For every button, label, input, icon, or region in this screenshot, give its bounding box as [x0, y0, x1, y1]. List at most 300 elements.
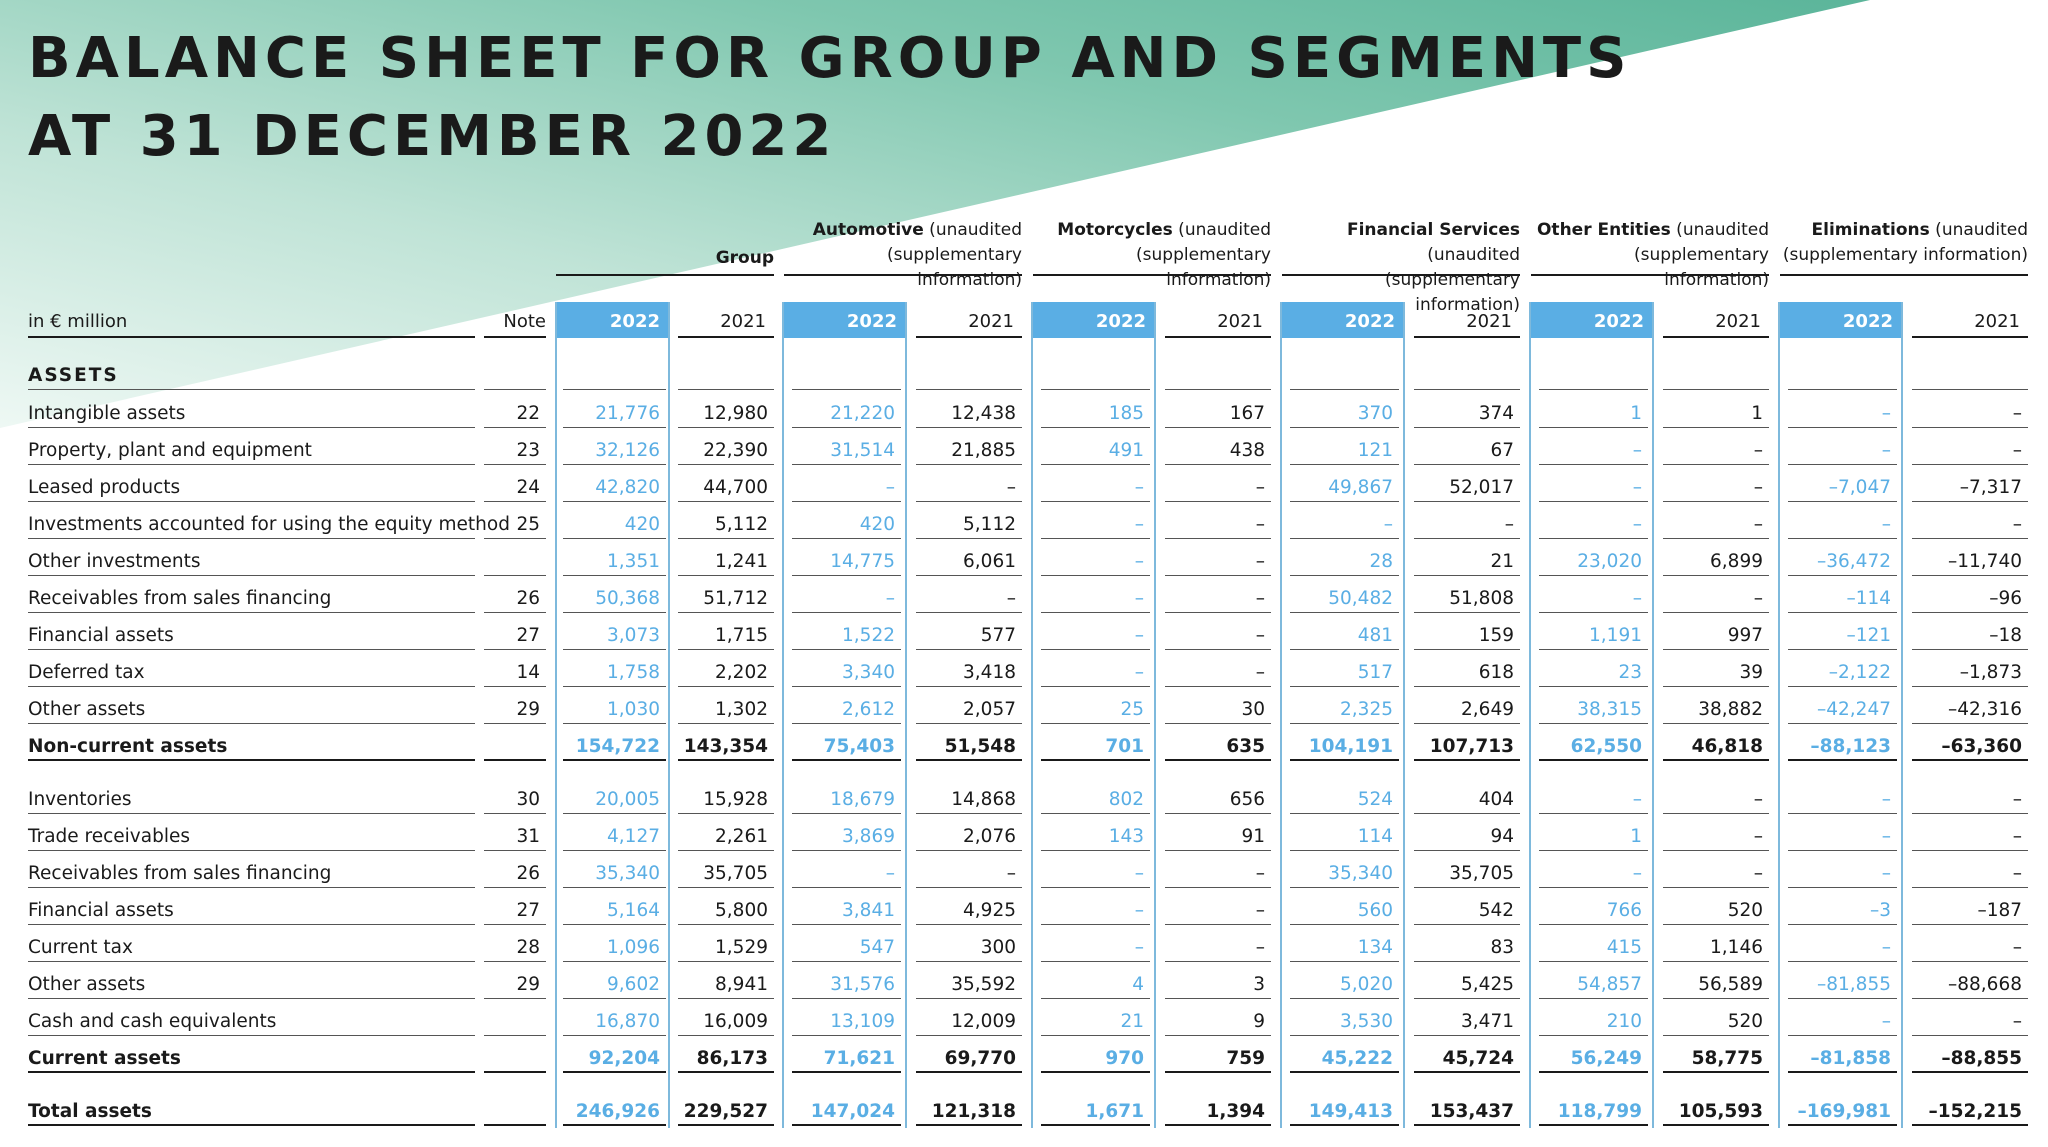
eliminations-2022-value: –121	[1788, 620, 1897, 650]
motorcycles-2021-value: 635	[1165, 731, 1271, 761]
automotive-2022-value: 71,621	[792, 1043, 901, 1073]
eliminations-2022-value: –3	[1788, 895, 1897, 925]
group-2021-value: 1,241	[678, 546, 774, 576]
financial-services-2021-value: 153,437	[1414, 1096, 1520, 1126]
automotive-2022-value: 75,403	[792, 731, 901, 761]
motorcycles-2021-value: –	[1165, 620, 1271, 650]
eliminations-2022-value: –88,123	[1788, 731, 1897, 761]
motorcycles-2022-value	[1041, 360, 1150, 390]
row-label: Cash and cash equivalents	[28, 1006, 475, 1036]
financial-services-2022-value: 104,191	[1290, 731, 1399, 761]
row-label: Trade receivables	[28, 821, 475, 851]
other-entities-2022-value: 1	[1539, 821, 1648, 851]
financial-services-2022-value: 560	[1290, 895, 1399, 925]
subtotal-row	[0, 1043, 2048, 1073]
group-2022-value: 16,870	[563, 1006, 666, 1036]
financial-services-2021-value: 67	[1414, 435, 1520, 465]
automotive-2021-value: 69,770	[916, 1043, 1022, 1073]
motorcycles-2022-value: –	[1041, 546, 1150, 576]
automotive-2021-value: 51,548	[916, 731, 1022, 761]
row-note: 26	[484, 858, 546, 888]
automotive-2021-value: –	[916, 858, 1022, 888]
motorcycles-2022-value: –	[1041, 895, 1150, 925]
motorcycles-2022-value: 802	[1041, 784, 1150, 814]
group-2022-value: 420	[563, 509, 666, 539]
automotive-2022-value: 3,340	[792, 657, 901, 687]
automotive-2022-value: 147,024	[792, 1096, 901, 1126]
motorcycles-2021-value: –	[1165, 546, 1271, 576]
automotive-2021-value: 3,418	[916, 657, 1022, 687]
group-2022-value: 1,096	[563, 932, 666, 962]
financial-services-2022-value: 134	[1290, 932, 1399, 962]
other-entities-2021-value: 39	[1663, 657, 1769, 687]
row-note	[484, 731, 546, 761]
eliminations-2021-value: –88,668	[1912, 969, 2028, 999]
row-label: Other assets	[28, 694, 475, 724]
eliminations-2022-value: –	[1788, 932, 1897, 962]
financial-services-2021-value: 2,649	[1414, 694, 1520, 724]
financial-services-2022-value: 114	[1290, 821, 1399, 851]
other-entities-2022-value: –	[1539, 784, 1648, 814]
financial-services-2021-value: –	[1414, 509, 1520, 539]
financial-services-2021-value: 542	[1414, 895, 1520, 925]
automotive-2022-value: 21,220	[792, 398, 901, 428]
financial-services-2021-value: 83	[1414, 932, 1520, 962]
row-label: Total assets	[28, 1096, 475, 1126]
financial-services-2021-value: 35,705	[1414, 858, 1520, 888]
eliminations-2022-value: –7,047	[1788, 472, 1897, 502]
row-note	[484, 360, 546, 390]
automotive-2021-value: 2,057	[916, 694, 1022, 724]
motorcycles-2022-value: 21	[1041, 1006, 1150, 1036]
row-label: Deferred tax	[28, 657, 475, 687]
group-header-group: Group	[556, 218, 774, 276]
row-label: Other assets	[28, 969, 475, 999]
other-entities-2022-value: 766	[1539, 895, 1648, 925]
eliminations-2021-value: –96	[1912, 583, 2028, 613]
eliminations-2021-value: –	[1912, 821, 2028, 851]
automotive-2021-value: 300	[916, 932, 1022, 962]
motorcycles-2022-value: –	[1041, 657, 1150, 687]
other-entities-2021-value: –	[1663, 435, 1769, 465]
automotive-2021-value: 12,009	[916, 1006, 1022, 1036]
motorcycles-2021-value: –	[1165, 895, 1271, 925]
group-2022-value: 1,758	[563, 657, 666, 687]
group-2021-value: 143,354	[678, 731, 774, 761]
eliminations-2022-value: –81,855	[1788, 969, 1897, 999]
other-entities-2022-value: 38,315	[1539, 694, 1648, 724]
automotive-2022-value: –	[792, 583, 901, 613]
motorcycles-2021-value: 1,394	[1165, 1096, 1271, 1126]
group-2021-value: 22,390	[678, 435, 774, 465]
motorcycles-2022-value: –	[1041, 583, 1150, 613]
financial-services-2022-value: 45,222	[1290, 1043, 1399, 1073]
automotive-2022-value: 3,841	[792, 895, 901, 925]
automotive-2022-value: 547	[792, 932, 901, 962]
financial-services-2021-value: 21	[1414, 546, 1520, 576]
eliminations-2022-value: –	[1788, 784, 1897, 814]
group-2022-value: 9,602	[563, 969, 666, 999]
other-entities-2022-value: 415	[1539, 932, 1648, 962]
row-note: 22	[484, 398, 546, 428]
eliminations-2021-value: –	[1912, 509, 2028, 539]
other-entities-2021-value: 46,818	[1663, 731, 1769, 761]
subtotal-row	[0, 1096, 2048, 1126]
table-row	[0, 546, 2048, 576]
eliminations-2021-value: –	[1912, 784, 2028, 814]
financial-services-2021-value	[1414, 360, 1520, 390]
year-header-eliminations-2021: 2021	[1912, 302, 2028, 338]
financial-services-2021-value: 374	[1414, 398, 1520, 428]
group-2021-value: 12,980	[678, 398, 774, 428]
eliminations-2021-value: –	[1912, 435, 2028, 465]
table-row	[0, 969, 2048, 999]
group-2021-value: 16,009	[678, 1006, 774, 1036]
other-entities-2021-value: 6,899	[1663, 546, 1769, 576]
row-label: Inventories	[28, 784, 475, 814]
eliminations-2021-value: –7,317	[1912, 472, 2028, 502]
group-2022-value: 3,073	[563, 620, 666, 650]
other-entities-2021-value: 38,882	[1663, 694, 1769, 724]
row-note: 14	[484, 657, 546, 687]
group-header-eliminations: Eliminations (unaudited (supplementary information)	[1780, 218, 2028, 276]
group-2022-value: 92,204	[563, 1043, 666, 1073]
motorcycles-2021-value: –	[1165, 932, 1271, 962]
eliminations-2021-value: –187	[1912, 895, 2028, 925]
group-2022-value	[563, 360, 666, 390]
group-2021-value: 44,700	[678, 472, 774, 502]
group-2021-value: 1,302	[678, 694, 774, 724]
other-entities-2022-value: –	[1539, 583, 1648, 613]
automotive-2021-value: 14,868	[916, 784, 1022, 814]
automotive-2022-value: 14,775	[792, 546, 901, 576]
motorcycles-2022-value: –	[1041, 509, 1150, 539]
row-note: 24	[484, 472, 546, 502]
eliminations-2021-value: –63,360	[1912, 731, 2028, 761]
automotive-2022-value	[792, 360, 901, 390]
group-2022-value: 1,030	[563, 694, 666, 724]
note-header: Note	[484, 302, 546, 338]
eliminations-2022-value	[1788, 360, 1897, 390]
group-2022-value: 246,926	[563, 1096, 666, 1126]
automotive-2021-value	[916, 360, 1022, 390]
group-header-financial-services: Financial Services (unaudited (supplementary information)	[1282, 218, 1520, 276]
automotive-2021-value: 5,112	[916, 509, 1022, 539]
financial-services-2022-value: 524	[1290, 784, 1399, 814]
other-entities-2021-value: –	[1663, 784, 1769, 814]
table-row	[0, 694, 2048, 724]
motorcycles-2021-value: 3	[1165, 969, 1271, 999]
row-note: 30	[484, 784, 546, 814]
row-label: Other investments	[28, 546, 475, 576]
motorcycles-2022-value: 970	[1041, 1043, 1150, 1073]
motorcycles-2021-value	[1165, 360, 1271, 390]
motorcycles-2022-value: –	[1041, 858, 1150, 888]
eliminations-2022-value: –	[1788, 435, 1897, 465]
eliminations-2021-value: –	[1912, 932, 2028, 962]
eliminations-2022-value: –114	[1788, 583, 1897, 613]
group-2022-value: 42,820	[563, 472, 666, 502]
eliminations-2021-value: –18	[1912, 620, 2028, 650]
other-entities-2022-value: –	[1539, 858, 1648, 888]
table-row	[0, 1006, 2048, 1036]
other-entities-2021-value: 58,775	[1663, 1043, 1769, 1073]
other-entities-2021-value: –	[1663, 858, 1769, 888]
eliminations-2022-value: –42,247	[1788, 694, 1897, 724]
year-header-motorcycles-2021: 2021	[1165, 302, 1271, 338]
motorcycles-2021-value: –	[1165, 509, 1271, 539]
financial-services-2022-value: 35,340	[1290, 858, 1399, 888]
year-header-other-entities-2022: 2022	[1531, 302, 1652, 338]
group-2022-value: 50,368	[563, 583, 666, 613]
eliminations-2022-value: –	[1788, 821, 1897, 851]
financial-services-2021-value: 404	[1414, 784, 1520, 814]
year-header-financial-services-2021: 2021	[1414, 302, 1520, 338]
financial-services-2022-value: 3,530	[1290, 1006, 1399, 1036]
group-2022-value: 154,722	[563, 731, 666, 761]
group-2021-value: 86,173	[678, 1043, 774, 1073]
automotive-2022-value: –	[792, 858, 901, 888]
automotive-2022-value: 2,612	[792, 694, 901, 724]
eliminations-2022-value: –81,858	[1788, 1043, 1897, 1073]
table-row	[0, 657, 2048, 687]
other-entities-2022-value: –	[1539, 509, 1648, 539]
row-label: Financial assets	[28, 895, 475, 925]
group-2021-value: 1,715	[678, 620, 774, 650]
motorcycles-2022-value: 701	[1041, 731, 1150, 761]
motorcycles-2022-value: –	[1041, 620, 1150, 650]
row-note: 29	[484, 969, 546, 999]
row-note	[484, 1043, 546, 1073]
eliminations-2021-value: –	[1912, 1006, 2028, 1036]
financial-services-2021-value: 159	[1414, 620, 1520, 650]
financial-services-2022-value: 49,867	[1290, 472, 1399, 502]
other-entities-2021-value: –	[1663, 509, 1769, 539]
eliminations-2022-value: –	[1788, 398, 1897, 428]
financial-services-2022-value: 517	[1290, 657, 1399, 687]
year-header-other-entities-2021: 2021	[1663, 302, 1769, 338]
year-header-group-2021: 2021	[678, 302, 774, 338]
row-label: Property, plant and equipment	[28, 435, 475, 465]
motorcycles-2022-value: –	[1041, 932, 1150, 962]
eliminations-2022-value: –36,472	[1788, 546, 1897, 576]
section-header-row	[0, 360, 2048, 390]
eliminations-2022-value: –	[1788, 509, 1897, 539]
other-entities-2022-value: 1,191	[1539, 620, 1648, 650]
row-label: Leased products	[28, 472, 475, 502]
motorcycles-2021-value: 91	[1165, 821, 1271, 851]
other-entities-2021-value: –	[1663, 583, 1769, 613]
financial-services-2022-value: 28	[1290, 546, 1399, 576]
financial-services-2021-value: 94	[1414, 821, 1520, 851]
group-2022-value: 1,351	[563, 546, 666, 576]
automotive-2021-value: 21,885	[916, 435, 1022, 465]
group-2021-value: 2,202	[678, 657, 774, 687]
row-label: Non-current assets	[28, 731, 475, 761]
other-entities-2021-value: 105,593	[1663, 1096, 1769, 1126]
financial-services-2022-value: 149,413	[1290, 1096, 1399, 1126]
motorcycles-2022-value: 491	[1041, 435, 1150, 465]
page-title-line-1: BALANCE SHEET FOR GROUP AND SEGMENTS	[28, 26, 1632, 91]
table-row	[0, 784, 2048, 814]
automotive-2021-value: 12,438	[916, 398, 1022, 428]
row-note: 23	[484, 435, 546, 465]
row-label: Receivables from sales financing	[28, 858, 475, 888]
automotive-2022-value: 31,514	[792, 435, 901, 465]
financial-services-2022-value: 121	[1290, 435, 1399, 465]
other-entities-2021-value: –	[1663, 821, 1769, 851]
group-2021-value: 35,705	[678, 858, 774, 888]
year-header-automotive-2022: 2022	[784, 302, 905, 338]
other-entities-2022-value: 56,249	[1539, 1043, 1648, 1073]
table-row	[0, 509, 2048, 539]
other-entities-2022-value: 54,857	[1539, 969, 1648, 999]
row-note: 29	[484, 694, 546, 724]
unit-label: in € million	[28, 302, 475, 338]
financial-services-2021-value: 5,425	[1414, 969, 1520, 999]
financial-services-2021-value: 107,713	[1414, 731, 1520, 761]
financial-services-2021-value: 52,017	[1414, 472, 1520, 502]
row-note	[484, 546, 546, 576]
row-label: Receivables from sales financing	[28, 583, 475, 613]
table-row	[0, 583, 2048, 613]
table-row	[0, 472, 2048, 502]
table-row	[0, 858, 2048, 888]
group-header-motorcycles: Motorcycles (unaudited (supplementary information)	[1033, 218, 1271, 276]
row-label: Current assets	[28, 1043, 475, 1073]
year-header-eliminations-2022: 2022	[1780, 302, 1901, 338]
financial-services-2021-value: 45,724	[1414, 1043, 1520, 1073]
eliminations-2021-value: –152,215	[1912, 1096, 2028, 1126]
table-row	[0, 895, 2048, 925]
financial-services-2022-value: 5,020	[1290, 969, 1399, 999]
table-row	[0, 620, 2048, 650]
row-note: 31	[484, 821, 546, 851]
motorcycles-2022-value: 4	[1041, 969, 1150, 999]
row-note: 25	[484, 509, 546, 539]
group-2021-value: 5,112	[678, 509, 774, 539]
row-label: Intangible assets	[28, 398, 475, 428]
financial-services-2022-value: 50,482	[1290, 583, 1399, 613]
row-label: Investments accounted for using the equity method	[28, 509, 475, 539]
motorcycles-2022-value: 185	[1041, 398, 1150, 428]
eliminations-2021-value: –42,316	[1912, 694, 2028, 724]
group-2022-value: 5,164	[563, 895, 666, 925]
automotive-2022-value: –	[792, 472, 901, 502]
row-note	[484, 1006, 546, 1036]
other-entities-2021-value: 1	[1663, 398, 1769, 428]
other-entities-2022-value: 62,550	[1539, 731, 1648, 761]
group-2022-value: 35,340	[563, 858, 666, 888]
automotive-2021-value: –	[916, 583, 1022, 613]
row-note	[484, 1096, 546, 1126]
group-2021-value: 51,712	[678, 583, 774, 613]
motorcycles-2022-value: 25	[1041, 694, 1150, 724]
group-2021-value: 2,261	[678, 821, 774, 851]
other-entities-2022-value: 1	[1539, 398, 1648, 428]
table-row	[0, 398, 2048, 428]
financial-services-2022-value	[1290, 360, 1399, 390]
automotive-2022-value: 31,576	[792, 969, 901, 999]
motorcycles-2022-value: 1,671	[1041, 1096, 1150, 1126]
group-2021-value: 15,928	[678, 784, 774, 814]
financial-services-2022-value: 2,325	[1290, 694, 1399, 724]
financial-services-2021-value: 3,471	[1414, 1006, 1520, 1036]
financial-services-2022-value: 370	[1290, 398, 1399, 428]
eliminations-2022-value: –169,981	[1788, 1096, 1897, 1126]
automotive-2021-value: 2,076	[916, 821, 1022, 851]
page-title-line-2: AT 31 DECEMBER 2022	[28, 104, 837, 169]
automotive-2021-value: 577	[916, 620, 1022, 650]
other-entities-2022-value: 23	[1539, 657, 1648, 687]
year-header-group-2022: 2022	[557, 302, 668, 338]
table-row	[0, 932, 2048, 962]
motorcycles-2021-value: –	[1165, 657, 1271, 687]
group-header-automotive: Automotive (unaudited (supplementary information)	[784, 218, 1022, 276]
eliminations-2022-value: –	[1788, 858, 1897, 888]
financial-services-2022-value: 481	[1290, 620, 1399, 650]
row-note: 26	[484, 583, 546, 613]
eliminations-2021-value: –	[1912, 858, 2028, 888]
eliminations-2021-value: –11,740	[1912, 546, 2028, 576]
other-entities-2021-value: 1,146	[1663, 932, 1769, 962]
automotive-2021-value: 121,318	[916, 1096, 1022, 1126]
other-entities-2021-value: 520	[1663, 895, 1769, 925]
automotive-2021-value: 35,592	[916, 969, 1022, 999]
group-2022-value: 20,005	[563, 784, 666, 814]
group-2021-value: 8,941	[678, 969, 774, 999]
motorcycles-2021-value: 167	[1165, 398, 1271, 428]
other-entities-2022-value: –	[1539, 472, 1648, 502]
motorcycles-2021-value: 656	[1165, 784, 1271, 814]
row-label: Current tax	[28, 932, 475, 962]
automotive-2022-value: 13,109	[792, 1006, 901, 1036]
other-entities-2022-value	[1539, 360, 1648, 390]
table-row	[0, 435, 2048, 465]
other-entities-2021-value: 56,589	[1663, 969, 1769, 999]
row-label: ASSETS	[28, 360, 475, 390]
motorcycles-2021-value: –	[1165, 472, 1271, 502]
row-note: 27	[484, 895, 546, 925]
other-entities-2021-value: –	[1663, 472, 1769, 502]
automotive-2021-value: –	[916, 472, 1022, 502]
group-2021-value: 5,800	[678, 895, 774, 925]
other-entities-2021-value: 520	[1663, 1006, 1769, 1036]
eliminations-2022-value: –	[1788, 1006, 1897, 1036]
motorcycles-2022-value: –	[1041, 472, 1150, 502]
motorcycles-2021-value: –	[1165, 583, 1271, 613]
other-entities-2022-value: 210	[1539, 1006, 1648, 1036]
year-header-financial-services-2022: 2022	[1282, 302, 1403, 338]
group-2022-value: 21,776	[563, 398, 666, 428]
automotive-2021-value: 6,061	[916, 546, 1022, 576]
other-entities-2021-value: 997	[1663, 620, 1769, 650]
eliminations-2022-value: –2,122	[1788, 657, 1897, 687]
group-2022-value: 4,127	[563, 821, 666, 851]
group-2021-value: 229,527	[678, 1096, 774, 1126]
row-note: 28	[484, 932, 546, 962]
automotive-2022-value: 3,869	[792, 821, 901, 851]
motorcycles-2021-value: –	[1165, 858, 1271, 888]
automotive-2022-value: 420	[792, 509, 901, 539]
motorcycles-2021-value: 759	[1165, 1043, 1271, 1073]
year-header-motorcycles-2022: 2022	[1033, 302, 1154, 338]
other-entities-2022-value: –	[1539, 435, 1648, 465]
financial-services-2021-value: 618	[1414, 657, 1520, 687]
automotive-2022-value: 18,679	[792, 784, 901, 814]
year-header-automotive-2021: 2021	[916, 302, 1022, 338]
group-2021-value: 1,529	[678, 932, 774, 962]
